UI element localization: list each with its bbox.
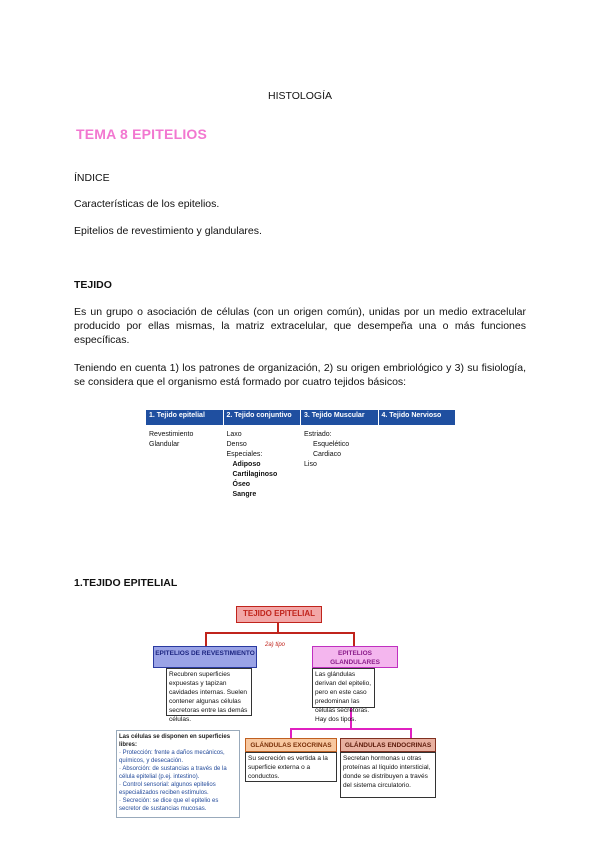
connector-line: [205, 632, 207, 646]
tissue-types-table: [146, 410, 456, 500]
table-column: [301, 425, 379, 500]
table-header: 4. Tejido Nervioso: [379, 410, 457, 425]
diagram-root-node: TEJIDO EPITELIAL: [236, 606, 322, 623]
revestimiento-node: EPITELIOS DE REVESTIMIENTO: [153, 646, 257, 668]
connector-line: [410, 728, 412, 738]
table-column: [146, 425, 224, 500]
table-column: [224, 425, 302, 500]
table-header: 3. Tejido Muscular: [301, 410, 379, 425]
glandulares-node: EPITELIOS GLANDULARES: [312, 646, 398, 668]
table-cell: Cardiaco: [313, 451, 342, 458]
index-item: Epitelios de revestimiento y glandulares.: [74, 225, 262, 237]
table-cell: Especiales:: [226, 451, 263, 458]
table-cell: Estriado:: [304, 431, 332, 438]
table-cell: Cartilaginoso: [232, 471, 278, 478]
table-cell: Sangre: [232, 491, 257, 498]
connector-line: [353, 632, 355, 646]
topic-title: TEMA 8 EPITELIOS: [76, 126, 208, 142]
page-header: HISTOLOGÍA: [268, 90, 332, 102]
tejido-definition: Es un grupo o asociación de células (con un origen común), unidas por un medio extracelular producido por ellas mismas, la matriz extracelular, que desempeña una o más funciones específicas.: [74, 306, 526, 346]
table-cell: Adiposo: [232, 461, 261, 468]
table-cell: Revestimiento: [149, 431, 194, 438]
index-heading: ÍNDICE: [74, 172, 110, 184]
exocrinas-node: GLÁNDULAS EXOCRINAS: [245, 738, 337, 752]
functions-text: Las células se disponen en superficies libres:: [119, 734, 231, 748]
functions-text: · Absorción: de sustancias a través de la célula epitelial (p.ej. intestino).: [119, 766, 227, 780]
endocrinas-description: Secretan hormonas u otras proteínas al líquido intersticial, donde se distribuyen a través del sistema circulatorio.: [340, 752, 436, 798]
endocrinas-node: GLÁNDULAS ENDOCRINAS: [340, 738, 436, 752]
tejido-classification: Teniendo en cuenta 1) los patrones de organización, 2) su origen embriológico y 3) su fisiología, se considera que el organismo está formado por cuatro tejidos básicos:: [74, 362, 526, 388]
table-cell: Denso: [226, 441, 247, 448]
connector-line: [290, 728, 412, 730]
section-heading-epitelial: 1.TEJIDO EPITELIAL: [74, 577, 178, 589]
index-item: Características de los epitelios.: [74, 198, 220, 210]
table-column: [379, 425, 457, 500]
functions-panel: [116, 730, 240, 818]
table-cell: Glandular: [149, 441, 180, 448]
connector-line: [290, 728, 292, 738]
table-cell: Óseo: [232, 481, 251, 488]
table-header: 2. Tejido conjuntivo: [224, 410, 302, 425]
functions-text: · Protección: frente a daños mecánicos, químicos, y desecación.: [119, 750, 225, 764]
table-cell: Liso: [304, 461, 317, 468]
table-cell: Laxo: [226, 431, 242, 438]
revestimiento-description: Recubren superficies expuestas y tapizan cavidades internas. Suelen contener algunas células secretoras entre las demás células.: [166, 668, 252, 716]
connector-label: 2a) tipo: [265, 642, 286, 648]
table-header: 1. Tejido epitelial: [146, 410, 224, 425]
exocrinas-description: Su secreción es vertida a la superficie externa o a conductos.: [245, 752, 337, 782]
functions-text: · Secreción: se dice que el epitelio es secretor de sustancias mucosas.: [119, 798, 219, 812]
section-heading-tejido: TEJIDO: [74, 279, 112, 291]
functions-text: · Control sensorial: algunos epitelios especializados reciben estímulos.: [119, 782, 216, 796]
glandulares-description: Las glándulas derivan del epitelio, pero en este caso predominan las células secretoras. Hay dos tipos.: [312, 668, 375, 708]
table-cell: Esquelético: [313, 441, 350, 448]
connector-line: [205, 632, 355, 634]
